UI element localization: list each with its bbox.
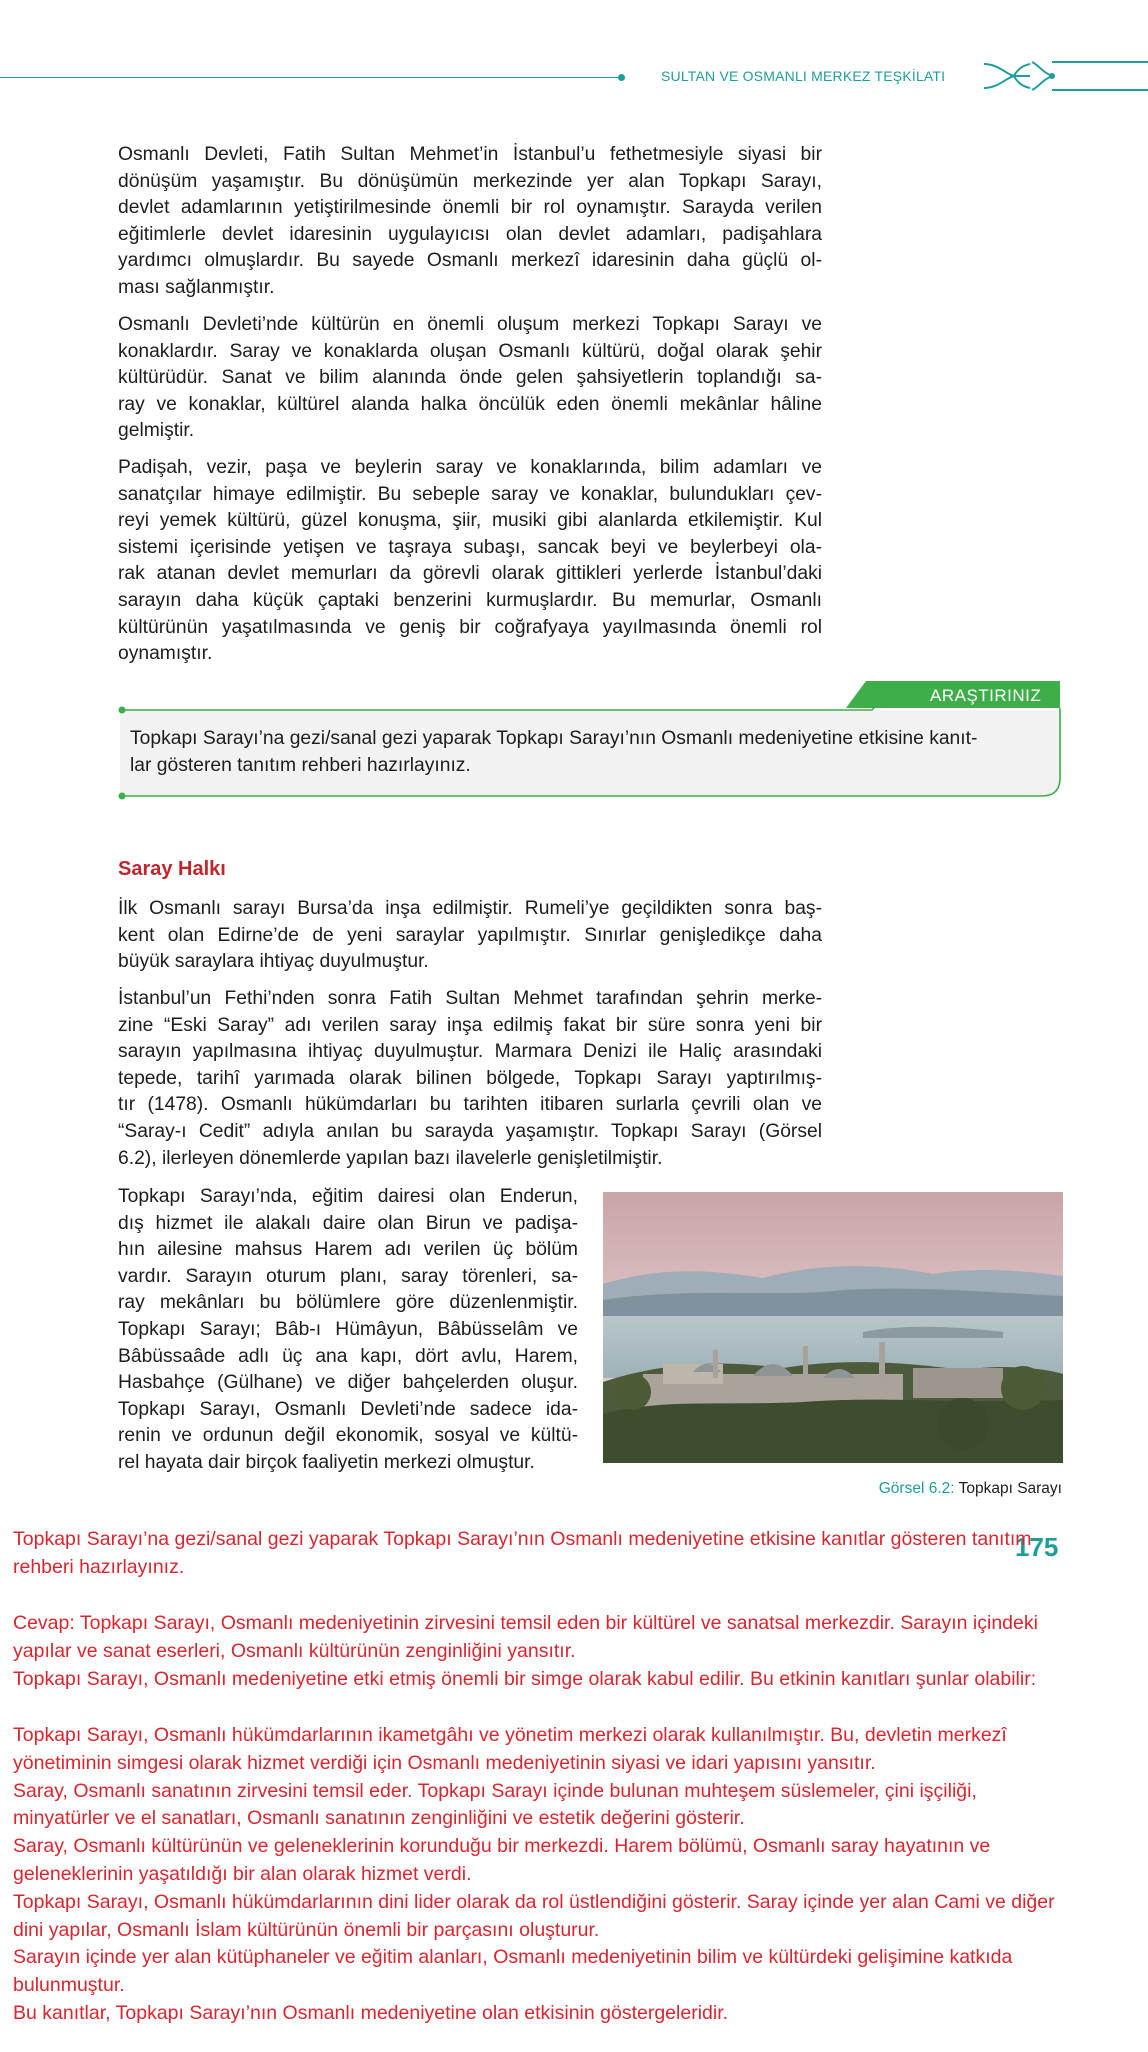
text-line: kültürünün yaşatılmasında ve geniş bir coğrafyaya yayılmasında önemli rol xyxy=(118,616,822,638)
figure-caption xyxy=(879,1480,1062,1498)
text-line: zine “Eski Saray” adı verilen saray inşa edilmiş fakat bir süre sonra yeni bir xyxy=(118,1014,822,1036)
text-line: eğitimlerle devlet idaresinin uygulayıcısı olan devlet adamları, padişahlara xyxy=(118,223,822,245)
text-line: rak atanan devlet memurları da görevli olarak gittikleri yerlerde İstanbul’daki xyxy=(118,563,822,585)
text-line: vardır. Sarayın oturum planı, saray törenleri, sa- xyxy=(118,1265,578,1287)
text-line: “Saray-ı Cedit” adıyla anılan bu sarayda yaşamıştır. Topkapı Sarayı (Görsel xyxy=(118,1120,822,1142)
text-line: Osmanlı Devleti, Fatih Sultan Mehmet’in İstanbul’u fethetmesiyle siyasi bir xyxy=(118,144,822,165)
text-line: gelmiştir. xyxy=(118,420,195,442)
paragraph-1 xyxy=(118,142,822,302)
answer-line: Sarayın içinde yer alan kütüphaneler ve eğitim alanları, Osmanlı medeniyetinin bilim ve kültürdeki gelişimine katkıda xyxy=(13,1946,1013,1969)
text-line: oynamıştır. xyxy=(118,643,213,665)
text-line: Bâbüssaâde adlı üç ana kapı, dört avlu, Harem, xyxy=(118,1345,578,1367)
answer-line: geleneklerinin yaşatıldığı bir alan olarak hizmet verdi. xyxy=(13,1862,472,1885)
text-line: 6.2), ilerleyen dönemlerde yapılan bazı ilavelerle genişletilmiştir. xyxy=(118,1147,663,1169)
answer-line: rehberi hazırlayınız. xyxy=(13,1555,185,1578)
header-rule xyxy=(0,77,622,78)
text-line: tır (1478). Osmanlı hükümdarları bu tarihten itibaren surlarla çevrili olan ve xyxy=(118,1094,822,1116)
answer-intro xyxy=(13,1610,1138,1693)
text-line: ması sağlanmıştır. xyxy=(118,276,275,298)
section-paragraph-3 xyxy=(118,1184,578,1477)
text-line: rel hayata dair birçok faaliyetin merkezi olmuştur. xyxy=(118,1451,535,1473)
answer-line: dini yapılar, Osmanlı İslam kültürünün önemli bir parçasını oluşturur. xyxy=(13,1918,600,1941)
text-line: sanatçılar himaye edilmiştir. Bu sebeple saray ve konaklar, bulundukları çev- xyxy=(118,483,822,505)
text-line: büyük saraylara ihtiyaç duyulmuştur. xyxy=(118,951,429,973)
tulip-ornament-icon xyxy=(980,56,1148,96)
text-line: hın ailesine mahsus Harem adı verilen üç bölüm xyxy=(118,1239,578,1261)
text-line: kültürüdür. Sanat ve bilim alanında önde gelen şahsiyetlerin toplandığı sa- xyxy=(118,367,822,389)
text-line: ray mekânları bu bölümlere göre düzenlenmiştir. xyxy=(118,1292,578,1314)
text-line: devlet adamlarının yetiştirilmesinde önemli bir rol oynamıştır. Sarayda verilen xyxy=(118,197,822,219)
text-line: kent olan Edirne’de de yeni saraylar yapılmıştır. Sınırlar genişledikçe daha xyxy=(118,924,822,946)
text-line: Topkapı Sarayı’nda, eğitim dairesi olan Enderun, xyxy=(118,1186,578,1207)
text-line: İstanbul’un Fethi’nden sonra Fatih Sultan Mehmet tarafından şehrin merke- xyxy=(118,988,822,1009)
text-line: ray ve konaklar, kültürel alanda halka öncülük eden önemli mekânlar hâline xyxy=(118,393,822,415)
page-number: 175 xyxy=(1015,1532,1059,1562)
research-tag: ARAŞTIRINIZ xyxy=(930,686,1042,705)
header-rule-dot xyxy=(618,74,625,81)
text-line: Osmanlı Devleti’nde kültürün en önemli oluşum merkezi Topkapı Sarayı ve xyxy=(118,314,822,335)
figure-label: Görsel 6.2: xyxy=(878,1480,955,1497)
answer-line: Topkapı Sarayı’na gezi/sanal gezi yaparak Topkapı Sarayı’nın Osmanlı medeniyetine etkisine kanıtlar gösteren tanıtım xyxy=(13,1528,1032,1550)
answer-line: Topkapı Sarayı, Osmanlı hükümdarlarının ikametgâhı ve yönetim merkezi olarak kullanılmıştır. Bu, devletin merkezî xyxy=(13,1724,1007,1746)
text-line: lar gösteren tanıtım rehberi hazırlayınız. xyxy=(130,754,471,776)
text-line: dönüşüm yaşamıştır. Bu dönüşümün merkezinde yer alan Topkapı Sarayı, xyxy=(118,170,822,192)
text-line: yardımcı olmuşlardır. Bu sayede Osmanlı merkezî idaresinin daha güçlü ol- xyxy=(118,250,822,272)
answer-line: Cevap: Topkapı Sarayı, Osmanlı medeniyetinin zirvesini temsil eden bir kültürel ve sanatsal merkezdir. Sarayın içindeki xyxy=(13,1612,1038,1634)
answer-question xyxy=(13,1526,1138,1582)
topkapi-palace-photo xyxy=(603,1192,1063,1463)
text-line: Topkapı Sarayı, Osmanlı Devleti’nde sadece ida- xyxy=(118,1398,578,1420)
answer-points xyxy=(13,1722,1138,2028)
text-line: Hasbahçe (Gülhane) ve diğer bahçelerden oluşur. xyxy=(118,1372,578,1394)
answer-line: Bu kanıtlar, Topkapı Sarayı’nın Osmanlı medeniyetine olan etkisinin göstergeleridir. xyxy=(13,2001,729,2024)
answer-line: Saray, Osmanlı sanatının zirvesini temsil eder. Topkapı Sarayı içinde bulunan muhteşem süslemeler, çini işçiliği, xyxy=(13,1779,977,1802)
text-line: renin ve ordunun değil ekonomik, sosyal ve kültü- xyxy=(118,1425,578,1447)
text-line: İlk Osmanlı sarayı Bursa’da inşa edilmiştir. Rumeli’ye geçildikten sonra baş- xyxy=(118,898,822,919)
text-line: tepede, tarihî yarımada olarak bilinen bölgede, Topkapı Sarayı yaptırılmış- xyxy=(118,1067,822,1089)
answer-line: yapılar ve sanat eserleri, Osmanlı kültürünün zenginliğini yansıtır. xyxy=(13,1639,576,1662)
text-line: reyi yemek kültürü, güzel konuşma, şiir, musiki gibi alanlarda etkilemiştir. Kul xyxy=(118,510,822,532)
text-line: sarayın yapılmasına ihtiyaç duyulmuştur. Marmara Denizi ile Haliç arasındaki xyxy=(118,1041,822,1063)
text-line: sarayın daha küçük çaptaki benzerini kurmuşlardır. Bu memurlar, Osmanlı xyxy=(118,589,822,611)
text-line: konaklardır. Saray ve konaklarda oluşan Osmanlı kültürü, doğal olarak şehir xyxy=(118,340,822,362)
section-paragraph-1 xyxy=(118,896,822,976)
paragraph-2 xyxy=(118,312,822,445)
text-line: Topkapı Sarayı; Bâb-ı Hümâyun, Bâbüsselâm ve xyxy=(118,1318,578,1340)
text-line: dış hizmet ile alakalı daire olan Birun ve padişa- xyxy=(118,1212,578,1234)
header-title: SULTAN VE OSMANLI MERKEZ TEŞKİLATI xyxy=(661,68,946,84)
text-line: sistemi içerisinde yetişen ve taşraya subaşı, sancak beyi ve beylerbeyi ola- xyxy=(118,536,822,558)
section-title: Saray Halkı xyxy=(118,858,226,880)
answer-line: Topkapı Sarayı, Osmanlı hükümdarlarının dini lider olarak da rol üstlendiğini gösterir. Saray içinde yer alan Cami ve diğer xyxy=(13,1890,1055,1913)
answer-line: yönetiminin simgesi olarak hizmet verdiği için Osmanlı medeniyetinin siyasi ve idari yapısını yansıtır. xyxy=(13,1751,876,1774)
answer-line: bulunmuştur. xyxy=(13,1974,125,1997)
paragraph-3 xyxy=(118,455,822,668)
answer-line: Topkapı Sarayı, Osmanlı medeniyetine etki etmiş önemli bir simge olarak kabul edilir. Bu etkinin kanıtları şunlar olabilir: xyxy=(13,1667,1037,1690)
research-text xyxy=(130,726,1048,779)
answer-line: Saray, Osmanlı kültürünün ve geleneklerinin korunduğu bir merkezdi. Harem bölümü, Osmanlı saray hayatının ve xyxy=(13,1835,991,1858)
text-line: Topkapı Sarayı’na gezi/sanal gezi yaparak Topkapı Sarayı’nın Osmanlı medeniyetine etkisine kanıt- xyxy=(130,728,978,749)
answer-line: minyatürler ve el sanatları, Osmanlı sanatının zenginliğini ve estetik değerini gösterir. xyxy=(13,1807,745,1830)
text-line: Padişah, vezir, paşa ve beylerin saray ve konaklarında, bilim adamları ve xyxy=(118,457,822,478)
section-paragraph-2 xyxy=(118,986,822,1172)
figure-caption-text: Topkapı Sarayı xyxy=(958,1480,1062,1497)
